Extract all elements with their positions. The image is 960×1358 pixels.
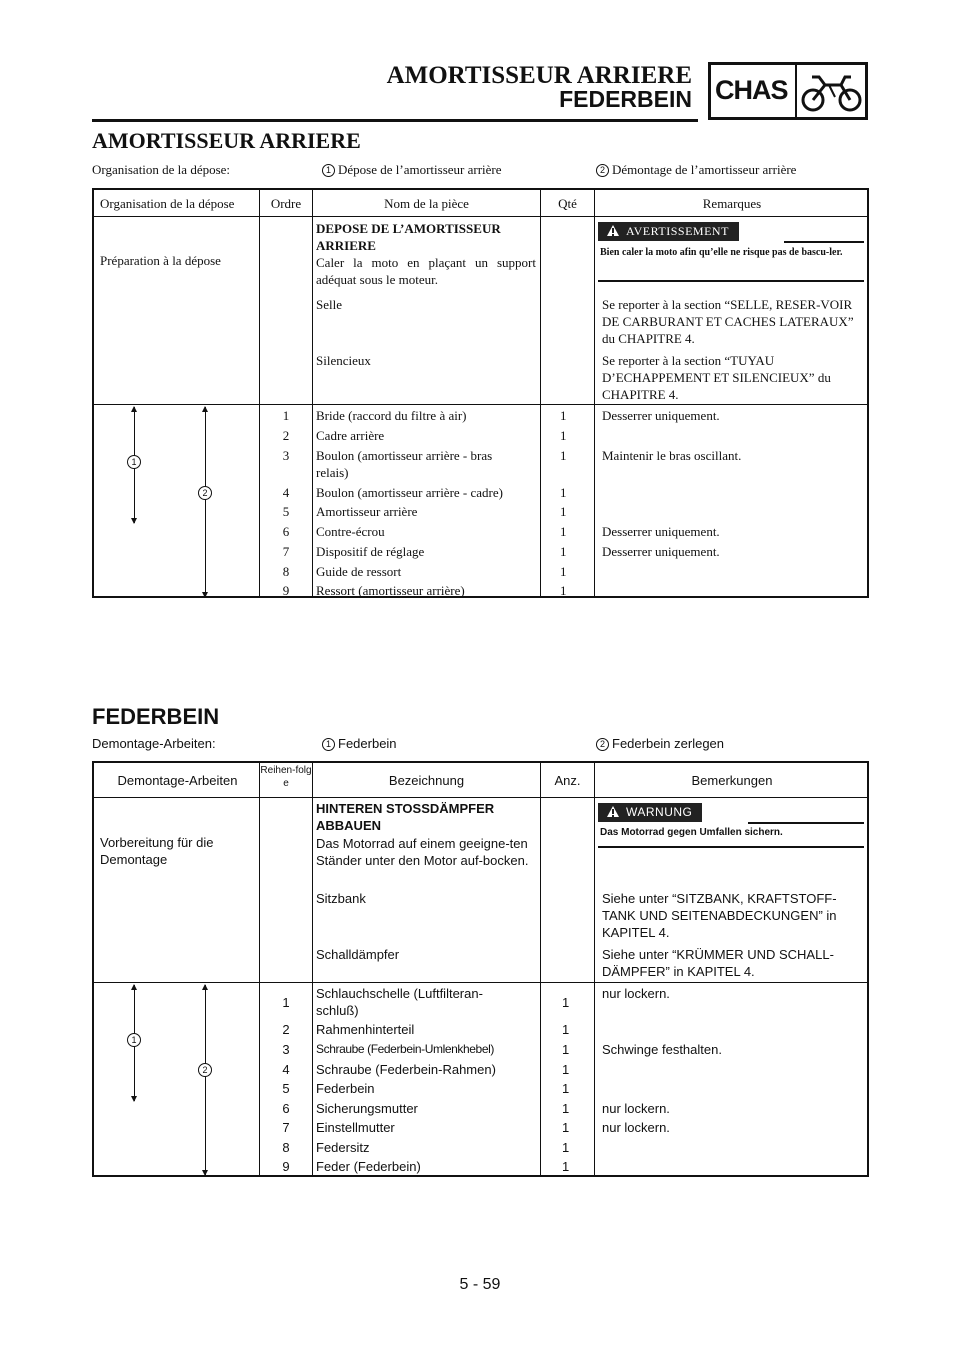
job1-marker: 1 — [127, 1033, 141, 1047]
motorcycle-icon — [799, 67, 865, 115]
col-header: Qté — [558, 196, 577, 211]
col-header: Ordre — [270, 196, 302, 211]
job1-fr: 1 Dépose de l’amortisseur arrière — [322, 162, 502, 178]
job2-range-arrow — [205, 985, 206, 1175]
part-remark: Siehe unter “SITZBANK, KRAFTSTOFF-TANK UND SEITENABDECKUNGEN” in KAPITEL 4. — [602, 891, 837, 940]
part-remark: Se reporter à la section “SELLE, RESER-VOIR DE CARBURANT ET CACHES LATERAUX” du CHAPITRE 4. — [602, 297, 854, 346]
col-header: Nom de la pièce — [384, 196, 469, 211]
job2-marker: 2 — [198, 1063, 212, 1077]
prep-label: Préparation à la dépose — [100, 253, 221, 268]
col-header: Bemerkungen — [691, 773, 773, 788]
org-label-de: Demontage-Arbeiten: — [92, 736, 216, 751]
part-remark: Se reporter à la section “TUYAU D’ECHAPPEMENT ET SILENCIEUX” du CHAPITRE 4. — [602, 353, 831, 402]
table-de: Demontage-Arbeiten Reihen-folge Bezeichnung Anz. Bemerkungen Vorbereitung für die Demontage HINTEREN STOSSDÄMPFER ABBAUEN Das Motorrad auf einem geeigne-ten Ständer unter den Motor auf-bocken. WARNUNG Das Motorrad gegen Umfallen sichern. Sitzbank Siehe unter “SITZBANK, KRAFTSTOFF-TANK UND SEITENABDECKUNGEN” in KAPITEL 4. Schalldämpfer Siehe unter “KRÜMMER UND SCHALL-DÄMPFER” in KAPITEL 4. 1 2 1 Schlauchschelle (Luftfilteran-schluß) 1 nur lockern. 2 Rahmenhinterteil 1 3 Schraube (Federbein-Umlenkhebel) 1 Schwinge festhalten. 4 Schraube (Federbein-Rahmen) 1 5 Federbein 1 6 Sicherungsmutter 1 nur lockern. 7 Einstellmutter 1 nur lockern. 8 Federsitz 1 9 Feder (Federbein) 1 — [92, 761, 869, 1177]
warning-box — [598, 803, 866, 853]
prep-label: Vorbereitung für die Demontage — [100, 835, 214, 867]
job1-marker: 1 — [127, 455, 141, 469]
marker-one: 1 — [322, 164, 335, 177]
part-name: Silencieux — [316, 353, 371, 368]
chas-badge — [708, 62, 868, 120]
chas-divider — [795, 65, 797, 117]
header-rule — [92, 119, 698, 122]
col-header: Anz. — [554, 773, 581, 788]
prep-title: HINTEREN STOSSDÄMPFER ABBAUEN — [316, 801, 495, 833]
job1-de: 1 Federbein — [322, 736, 397, 751]
part-remark: Siehe unter “KRÜMMER UND SCHALL-DÄMPFER” in KAPITEL 4. — [602, 947, 834, 979]
org-label-fr: Organisation de la dépose: — [92, 162, 231, 177]
part-name: Sitzbank — [316, 891, 366, 906]
prep-text: Das Motorrad auf einem geeigne-ten Ständer unter den Motor auf-bocken. — [316, 836, 529, 868]
col-header: Reihen-folge — [260, 765, 312, 789]
page-number: 5 - 59 — [459, 1276, 501, 1293]
warning-box — [598, 222, 866, 292]
section-title-de: FEDERBEIN — [92, 704, 220, 729]
part-name: Selle — [316, 297, 342, 312]
warning-label: WARNUNG — [598, 803, 702, 822]
header-title-de: FEDERBEIN — [559, 86, 692, 112]
marker-two: 2 — [596, 738, 609, 751]
marker-two: 2 — [596, 164, 609, 177]
prep-text: Caler la moto en plaçant un support adéquat sous le moteur. — [316, 255, 536, 287]
col-header: Remarques — [702, 196, 762, 211]
warning-label: AVERTISSEMENT — [598, 222, 739, 241]
header-title-fr: AMORTISSEUR ARRIERE — [386, 62, 692, 89]
job2-marker: 2 — [198, 486, 212, 500]
col-header: Organisation de la dépose — [100, 196, 235, 211]
part-name: Schalldämpfer — [316, 947, 400, 962]
prep-title: DEPOSE DE L’AMORTISSEUR ARRIERE — [316, 221, 501, 253]
job2-de: 2 Federbein zerlegen — [596, 736, 724, 751]
warning-text: Das Motorrad gegen Umfallen sichern. — [600, 827, 783, 838]
col-header: Bezeichnung — [388, 773, 465, 788]
col-header: Demontage-Arbeiten — [117, 773, 238, 788]
table-fr: Organisation de la dépose Ordre Nom de la pièce Qté Remarques Préparation à la dépose DEPOSE DE L’AMORTISSEUR ARRIERE Caler la moto en plaçant un support adéquat sous le moteur. AVERTISSEMENT Bien caler la moto afin qu’elle ne risque pas de bascu-ler. Selle Se reporter à la section “SELLE, RESER-VOIR DE CARBURANT ET CACHES LATERAUX” du CHAPITRE 4. Silencieux Se reporter à la section “TUYAU D’ECHAPPEMENT ET SILENCIEUX” du CHAPITRE 4. 1 2 1 Bride (raccord du filtre à air) 1 Desserrer uniquement. 2 Cadre arrière 1 3 Boulon (amortisseur arrière - bras relais) 1 Maintenir le bras oscillant. 4 Boulon (amortisseur arrière - cadre) 1 5 Amortisseur arrière 1 6 Contre-écrou 1 Desserrer uniquement. 7 Dispositif de réglage 1 Desserrer uniquement. 8 Guide de ressort 1 9 Ressort (amortisseur arrière) 1 — [92, 188, 869, 598]
marker-one: 1 — [322, 738, 335, 751]
warning-text: Bien caler la moto afin qu’elle ne risque pas de bascu-ler. — [600, 247, 843, 258]
job2-range-arrow — [205, 407, 206, 597]
job2-fr: 2 Démontage de l’amortisseur arrière — [596, 162, 796, 178]
section-title-fr: AMORTISSEUR ARRIERE — [92, 128, 361, 153]
chas-label: CHAS — [715, 75, 788, 105]
